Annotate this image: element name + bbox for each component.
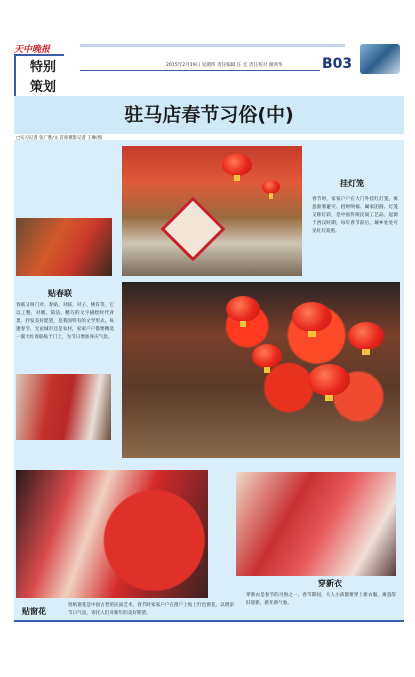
lantern-shape <box>292 302 332 332</box>
heading-lantern: 挂灯笼 <box>340 179 364 188</box>
heading-clothes: 穿新衣 <box>318 579 342 588</box>
header-top-rule <box>80 44 345 47</box>
section-label-line-1: 特别 <box>29 60 56 75</box>
photo-red-lanterns-street <box>122 282 400 458</box>
corner-illustration <box>360 44 400 74</box>
text-papercut: 剪纸窗花是中国古老的民间艺术，春节时家家户户在窗户上贴上红色窗花，以增添节日气氛，寄托人们对新年的美好期望。 <box>68 603 234 616</box>
page-title: 驻马店春节习俗(中) <box>124 104 294 126</box>
footer-rule <box>14 620 404 622</box>
photo-kids-lanterns <box>16 218 112 276</box>
newspaper-logo: 天中晚报 <box>14 45 51 55</box>
lantern-shape <box>308 364 350 396</box>
dateline: 2015年2月19日 星期四 责任编辑 任 宏 责任校对 谢鸿华 <box>166 63 283 68</box>
text-clothes: 穿新衣是春节的习俗之一。春节期间，大人小孩都要穿上新衣服，寓意辞旧迎新，新年新气象。 <box>246 593 396 606</box>
lantern-shape <box>348 322 384 350</box>
section-label <box>22 58 64 98</box>
photo-papercut <box>16 470 208 598</box>
page-number: B03 <box>322 56 353 72</box>
diamond-lantern-shape <box>160 196 225 261</box>
header-rule <box>80 70 320 71</box>
lantern-shape <box>262 180 280 194</box>
section-label-line-2: 策划 <box>29 80 56 95</box>
heading-papercut: 贴窗花 <box>22 607 46 616</box>
photo-couplets <box>16 374 111 440</box>
text-couplets: 春联又叫门对、春贴、对联、对子、桃符等，它以工整、对偶、简洁、精巧的文字描绘时代背景，抒发美好愿望，是我国特有的文学形式。每逢春节，无论城市还是农村，家家户户都要精选一副大红春联贴于门上，为节日增加喜庆气氛。 <box>16 303 114 340</box>
heading-couplets: 贴春联 <box>48 289 72 298</box>
lantern-shape <box>222 154 252 176</box>
text-lantern: 春节时，家家户户在大门外挂红灯笼，寓意驱邪避灾、招财纳福、阖家团圆。灯笼又称灯彩，是中国传统民间工艺品，起源于西汉时期，每年春节前后，城乡处处可见红灯高照。 <box>312 197 398 234</box>
photo-lantern-stall <box>122 146 302 276</box>
lantern-shape <box>226 296 260 322</box>
lantern-shape <box>252 344 282 368</box>
photo-new-clothes <box>236 472 396 576</box>
byline-credits: □实习记者 张广胜/文 首席摄影记者 王琳/图 <box>16 136 102 141</box>
